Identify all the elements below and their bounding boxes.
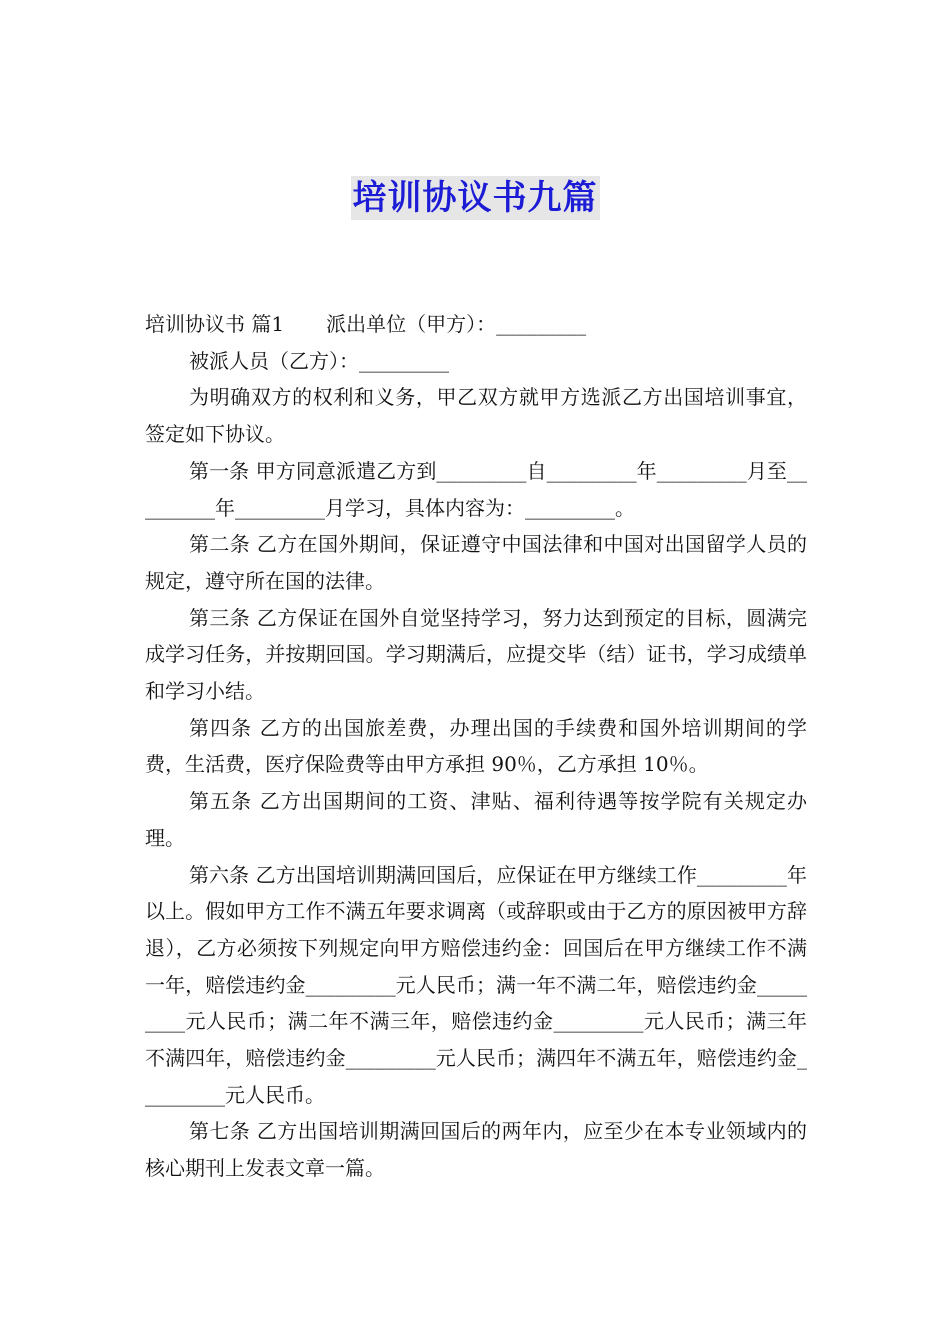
- lead-line: [145, 306, 807, 343]
- paragraph-article-1: 第一条 甲方同意派遣乙方到_________自_________年_________月至_________年_________月学习，具体内容为：_________。: [145, 458, 807, 520]
- title-container: [0, 176, 950, 220]
- section-heading: 培训协议书 篇1: [145, 312, 285, 336]
- dispatching-unit-line: 派出单位（甲方）：_________: [326, 312, 587, 336]
- document-title: 培训协议书九篇: [352, 178, 598, 218]
- paragraph-article-4: 第四条 乙方的出国旅差费，办理出国的手续费和国外培训期间的学费，生活费，医疗保险费等由甲方承担 90％，乙方承担 10％。: [145, 715, 807, 777]
- paragraph-dispatched-person: 被派人员（乙方）：_________: [189, 348, 449, 373]
- paragraph-article-6: 第六条 乙方出国培训期满回国后，应保证在甲方继续工作_________年以上。假如甲方工作不满五年要求调离（或辞职或由于乙方的原因被甲方辞退），乙方必须按下列规定向甲方赔偿违约金：回国后在甲方继续工作不满一年，赔偿违约金_________元人民币；满一年不满二年，赔偿违约金_________元人民币；满二年不满三年，赔偿违约金_________元人民币；满三年不满四年，赔偿违约金_________元人民币；满四年不满五年，赔偿违约金_________元人民币。: [145, 862, 807, 1107]
- document-body: [145, 306, 807, 1187]
- paragraph-article-5: 第五条 乙方出国期间的工资、津贴、福利待遇等按学院有关规定办理。: [145, 789, 807, 850]
- paragraph-article-3: 第三条 乙方保证在国外自觉坚持学习，努力达到预定的目标，圆满完成学习任务，并按期回国。学习期满后，应提交毕（结）证书，学习成绩单和学习小结。: [145, 605, 807, 704]
- paragraph-article-7: 第七条 乙方出国培训期满回国后的两年内，应至少在本专业领域内的核心期刊上发表文章一篇。: [145, 1119, 807, 1181]
- paragraph-article-2: 第二条 乙方在国外期间，保证遵守中国法律和中国对出国留学人员的规定，遵守所在国的法律。: [145, 532, 807, 593]
- paragraph-preamble: 为明确双方的权利和义务，甲乙双方就甲方选派乙方出国培训事宜，签定如下协议。: [145, 385, 807, 447]
